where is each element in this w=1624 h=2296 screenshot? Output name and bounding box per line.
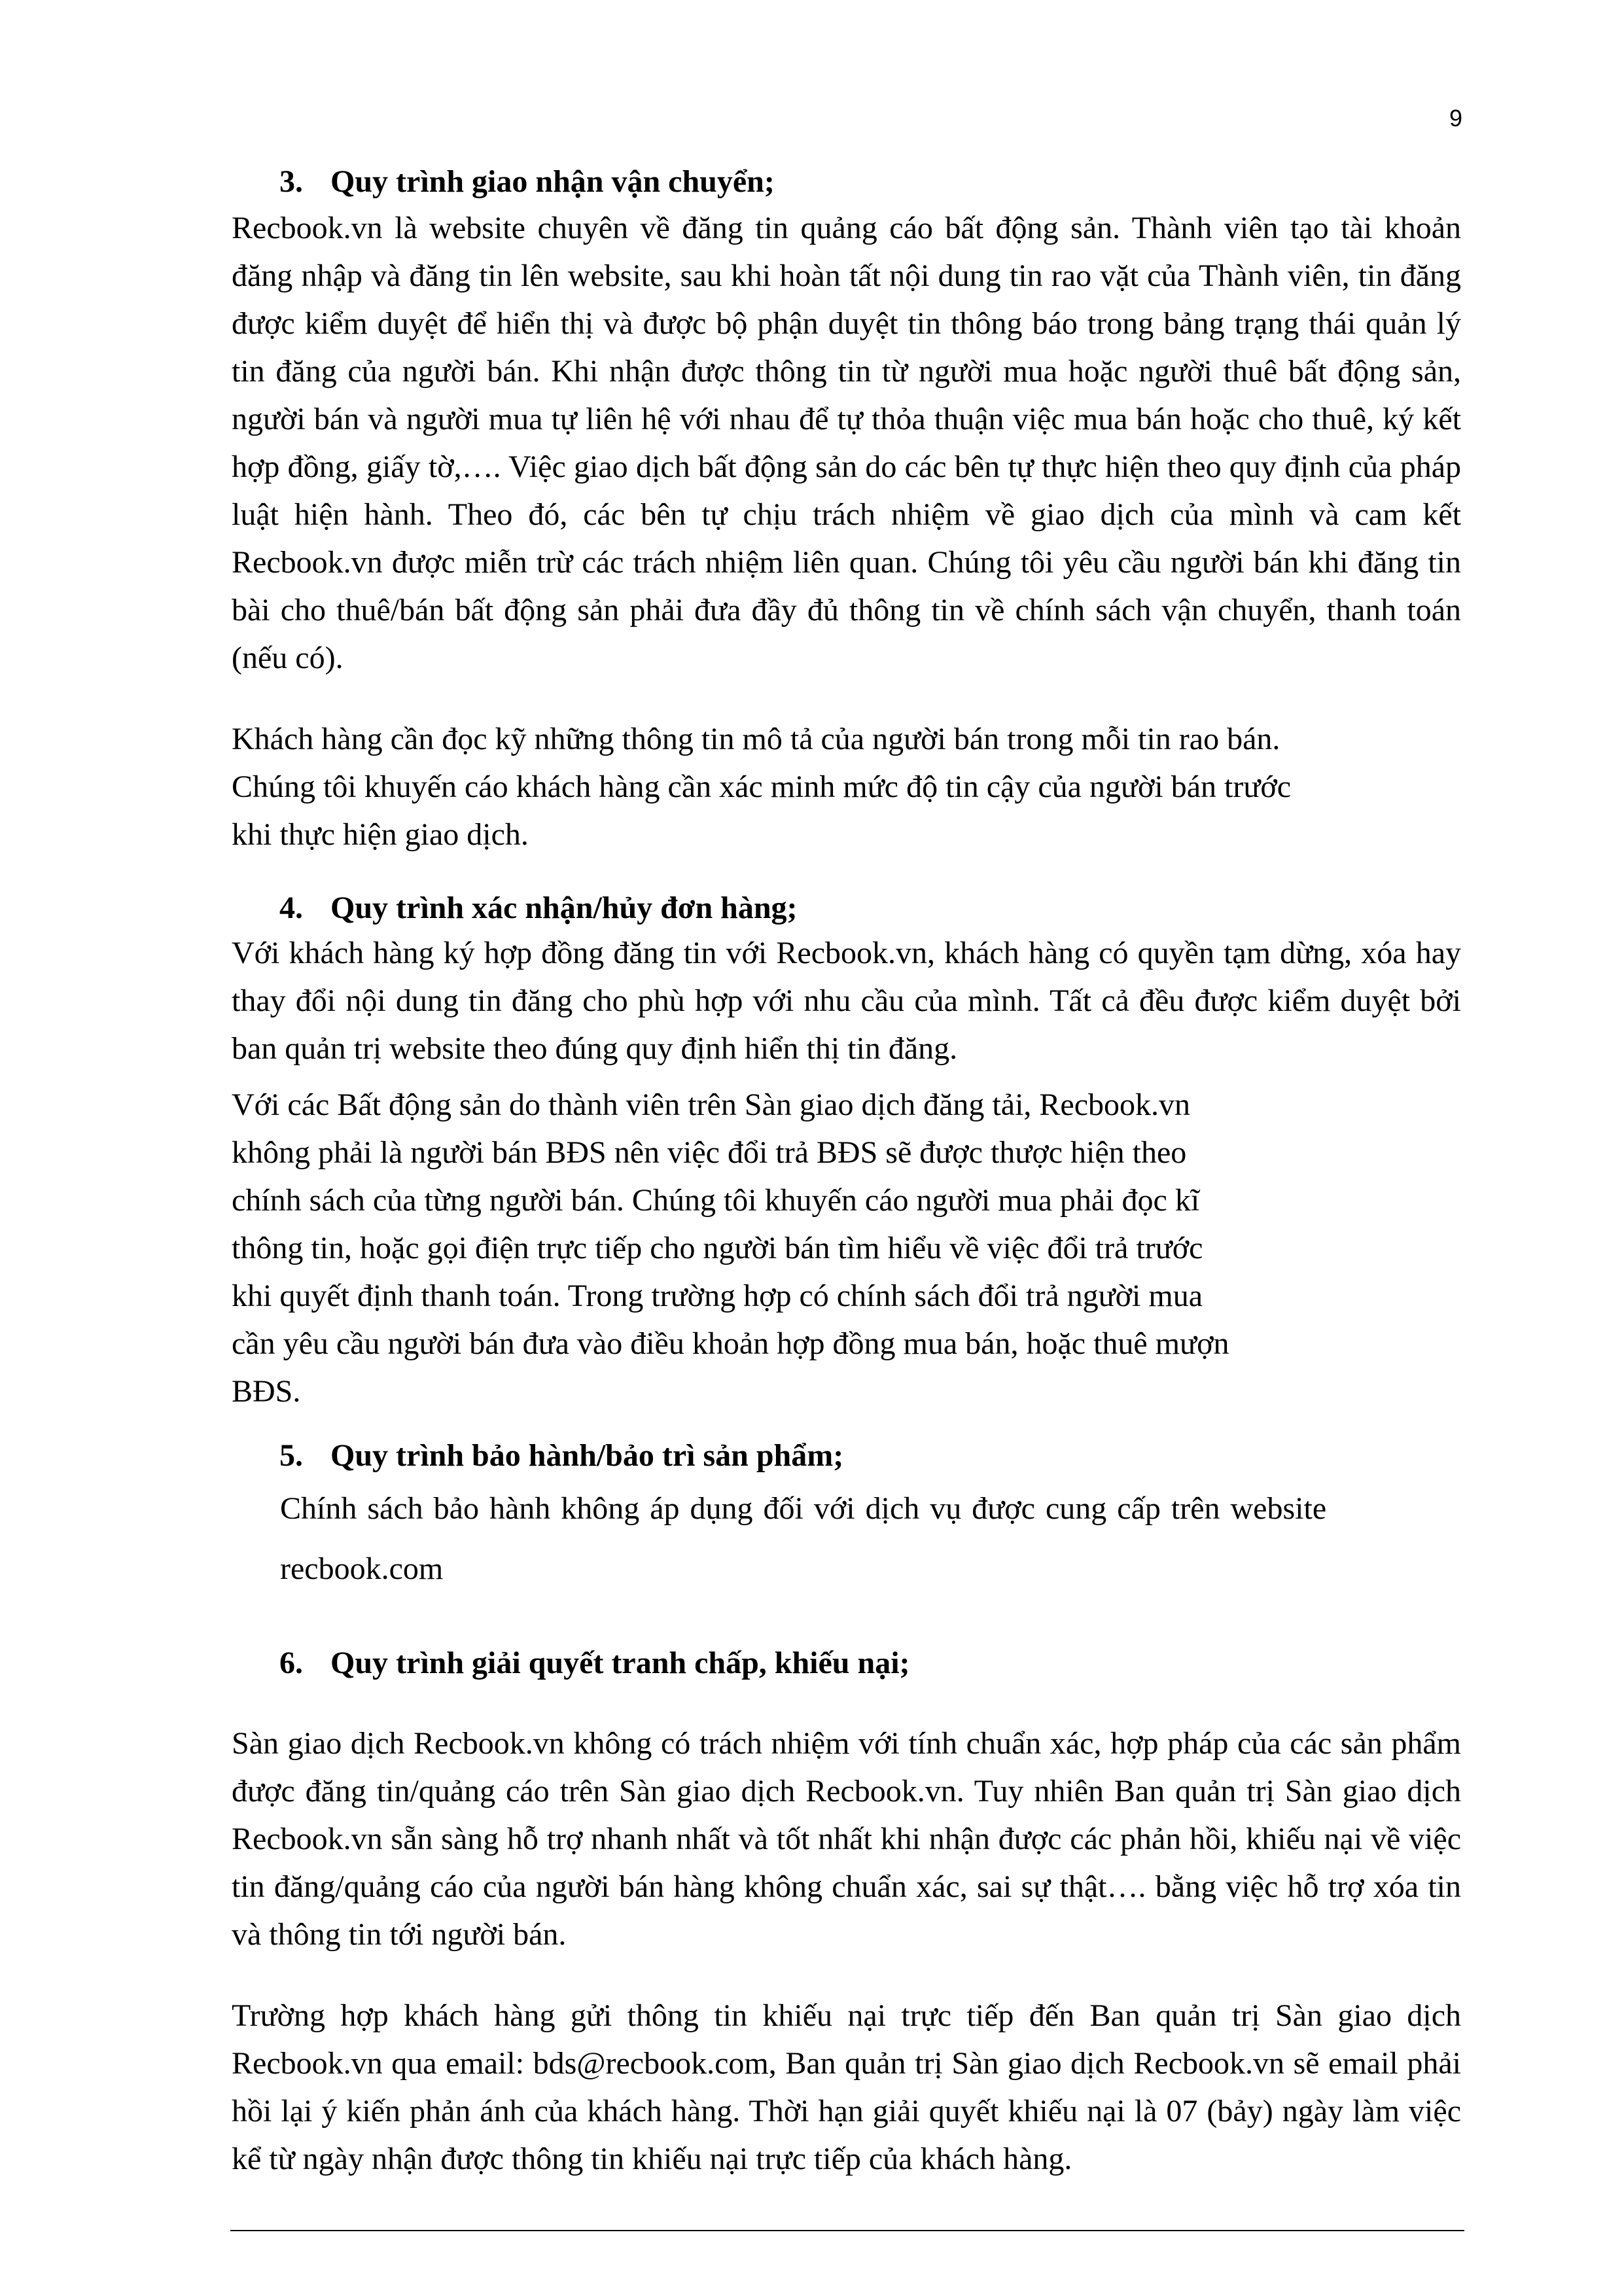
text-line: Chính sách bảo hành không áp dụng đối với dịch vụ được cung cấp trên website xyxy=(280,1491,1327,1526)
section-3-paragraph-2 xyxy=(232,715,1475,858)
section-5-title: Quy trình bảo hành/bảo trì sản phẩm; xyxy=(330,1438,844,1473)
text-line: Khách hàng cần đọc kỹ những thông tin mô tả của người bán trong mỗi tin rao bán. xyxy=(232,722,1280,756)
text-line: khi thực hiện giao dịch. xyxy=(232,817,529,852)
section-6-paragraph-1: Sàn giao dịch Recbook.vn không có trách nhiệm với tính chuẩn xác, hợp pháp của các sản phẩm được đăng tin/quảng cáo trên Sàn giao dịch Recbook.vn. Tuy nhiên Ban quản trị Sàn giao dịch Recbook.vn sẵn sàng hỗ trợ nhanh nhất và tốt nhất khi nhận được các phản hồi, khiếu nại về việc tin đăng/quảng cáo của người bán hàng không chuẩn xác, sai sự thật…. bằng việc hỗ trợ xóa tin và thông tin tới người bán. xyxy=(232,1726,1461,1952)
footer-divider xyxy=(230,2230,1464,2231)
section-3-number: 3. xyxy=(279,164,303,199)
text-line: thông tin, hoặc gọi điện trực tiếp cho người bán tìm hiểu về việc đổi trả trước xyxy=(232,1231,1203,1265)
section-3-paragraph-1: Recbook.vn là website chuyên về đăng tin quảng cáo bất động sản. Thành viên tạo tài khoản đăng nhập và đăng tin lên website, sau khi hoàn tất nội dung tin rao vặt của Thành viên, tin đăng được kiểm duyệt để hiển thị và được bộ phận duyệt tin thông báo trong bảng trạng thái quản lý tin đăng của người bán. Khi nhận được thông tin từ người mua hoặc người thuê bất động sản, người bán và người mua tự liên hệ với nhau để tự thỏa thuận việc mua bán hoặc cho thuê, ký kết hợp đồng, giấy tờ,…. Việc giao dịch bất động sản do các bên tự thực hiện theo quy định của pháp luật hiện hành. Theo đó, các bên tự chịu trách nhiệm về giao dịch của mình và cam kết Recbook.vn được miễn trừ các trách nhiệm liên quan. Chúng tôi yêu cầu người bán khi đăng tin bài cho thuê/bán bất động sản phải đưa đầy đủ thông tin về chính sách vận chuyển, thanh toán (nếu có). xyxy=(232,211,1461,675)
section-6-number: 6. xyxy=(279,1646,303,1680)
section-3-title: Quy trình giao nhận vận chuyển; xyxy=(330,164,775,199)
section-4-heading xyxy=(279,889,798,928)
text-line: khi quyết định thanh toán. Trong trường hợp có chính sách đổi trả người mua xyxy=(232,1279,1203,1313)
text-line: cần yêu cầu người bán đưa vào điều khoản hợp đồng mua bán, hoặc thuê mượn xyxy=(232,1326,1229,1361)
text-line: Với các Bất động sản do thành viên trên Sàn giao dịch đăng tải, Recbook.vn xyxy=(232,1087,1191,1122)
section-6-paragraph-2: Trường hợp khách hàng gửi thông tin khiếu nại trực tiếp đến Ban quản trị Sàn giao dịch Recbook.vn qua email: bds@recbook.com, Ban quản trị Sàn giao dịch Recbook.vn sẽ email phải hồi lại ý kiến phản ánh của khách hàng. Thời hạn giải quyết khiếu nại là 07 (bảy) ngày làm việc kể từ ngày nhận được thông tin khiếu nại trực tiếp của khách hàng. xyxy=(232,1998,1461,2176)
text-line: chính sách của từng người bán. Chúng tôi khuyến cáo người mua phải đọc kĩ xyxy=(232,1183,1200,1218)
text-line: BĐS. xyxy=(232,1374,301,1409)
section-4-title: Quy trình xác nhận/hủy đơn hàng; xyxy=(330,891,798,925)
section-3-heading xyxy=(279,162,775,202)
section-4-number: 4. xyxy=(279,891,303,925)
section-4-paragraph-1: Với khách hàng ký hợp đồng đăng tin với Recbook.vn, khách hàng có quyền tạm dừng, xóa hay thay đổi nội dung tin đăng cho phù hợp với nhu cầu của mình. Tất cả đều được kiểm duyệt bởi ban quản trị website theo đúng quy định hiển thị tin đăng. xyxy=(232,936,1461,1066)
section-5-number: 5. xyxy=(279,1438,303,1473)
section-5-paragraph xyxy=(280,1479,1471,1599)
section-5-heading xyxy=(279,1436,843,1475)
page-number: 9 xyxy=(1449,105,1463,132)
section-4-paragraph-2 xyxy=(232,1081,1409,1415)
text-line: Chúng tôi khuyến cáo khách hàng cần xác minh mức độ tin cậy của người bán trước xyxy=(232,769,1292,804)
section-6-title: Quy trình giải quyết tranh chấp, khiếu nại; xyxy=(330,1646,910,1680)
text-line: không phải là người bán BĐS nên việc đổi trả BĐS sẽ được thược hiện theo xyxy=(232,1135,1187,1170)
section-6-heading xyxy=(279,1644,910,1683)
text-line: recbook.com xyxy=(280,1551,444,1586)
